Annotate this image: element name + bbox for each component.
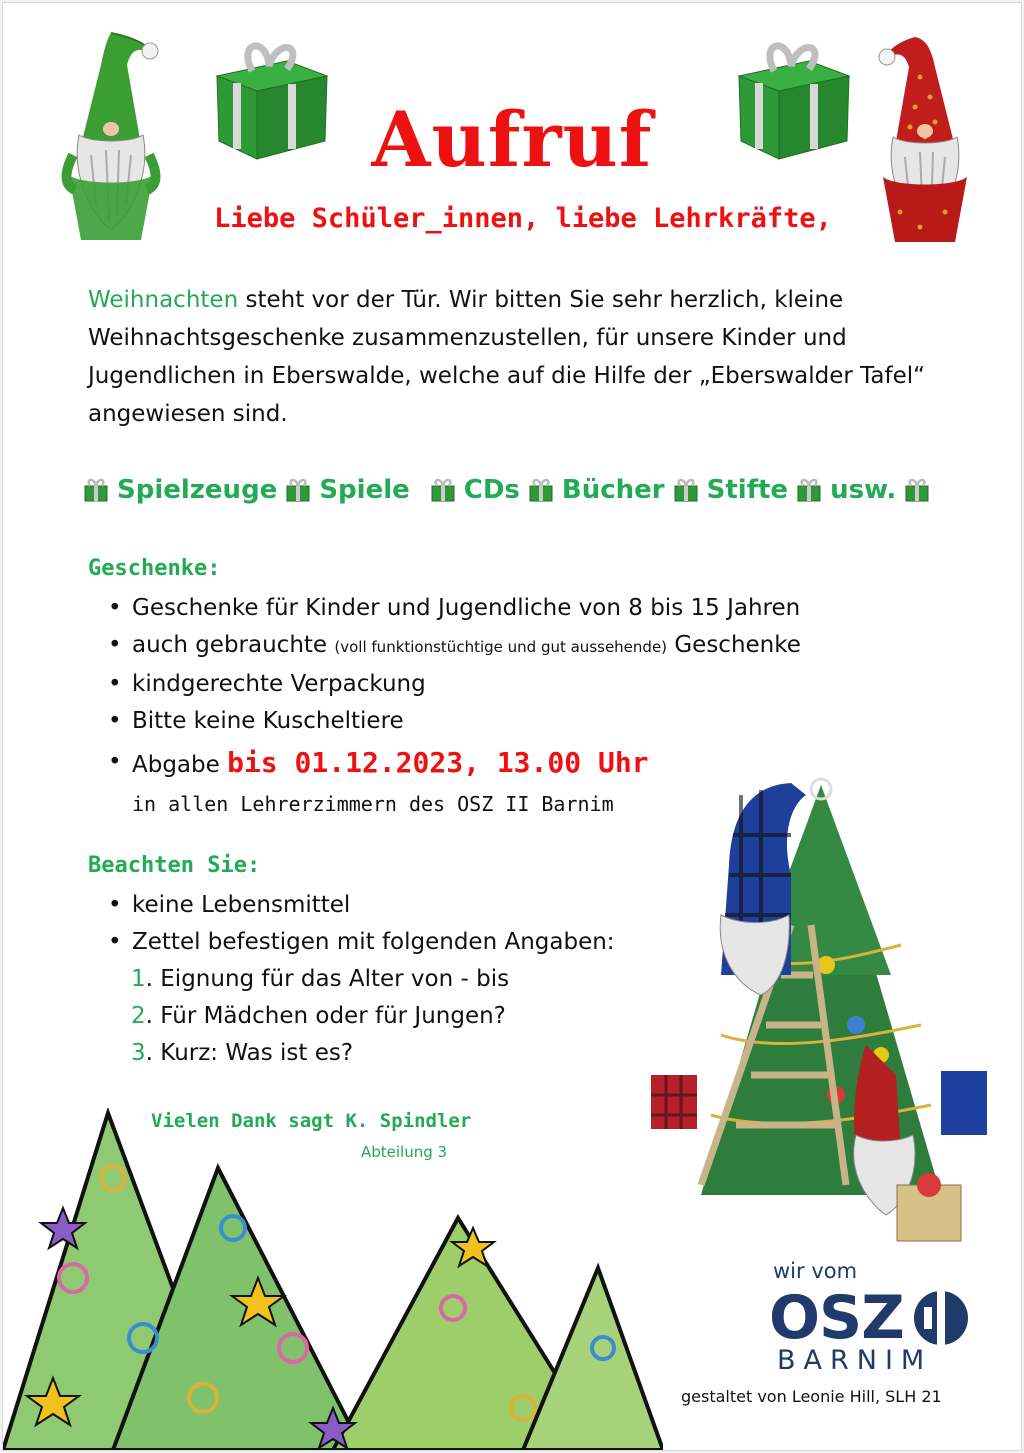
- used-prefix: auch gebrauchte: [132, 632, 328, 658]
- gift-idea-item: usw.: [830, 475, 897, 505]
- gift-icon: [430, 478, 456, 502]
- intro-text: steht vor der Tür. Wir bitten Sie sehr herzlich, kleine Weihnachtsgeschenke zusammenzustellen, für unsere Kinder und Jugendlichen in Eberswalde, welche auf die Hilfe der „Eberswalder Tafel“ angewiesen sind.: [88, 287, 926, 427]
- flyer-page: [3, 3, 1021, 1450]
- gift-icon: [528, 478, 554, 502]
- list-item: • Geschenke für Kinder und Jugendliche von 8 bis 15 Jahren: [108, 590, 968, 627]
- numbered-item: 2. Für Mädchen oder für Jungen?: [131, 1003, 506, 1029]
- delivery-location: in allen Lehrerzimmern des OSZ II Barnim: [132, 792, 614, 816]
- logo-bottom-text: BARNIM: [777, 1345, 933, 1376]
- list-item: • Bitte keine Kuscheltiere: [108, 703, 968, 740]
- osz-logo: [769, 1283, 972, 1353]
- list-item: [108, 627, 968, 666]
- osz-emblem-icon: [910, 1287, 972, 1349]
- numbered-item: 3. Kurz: Was ist es?: [131, 1040, 354, 1066]
- logo-top-text: wir vom: [773, 1259, 858, 1283]
- numbered-item: 1. Eignung für das Alter von - bis: [131, 966, 510, 992]
- used-note: (voll funktionstüchtige und gut aussehende): [334, 638, 668, 656]
- gift-icon: [796, 478, 822, 502]
- gift-icon: [83, 478, 109, 502]
- gift-ideas-line: [83, 475, 983, 505]
- gift-idea-item: Spiele: [319, 475, 410, 505]
- gift-icon: [285, 478, 311, 502]
- decorative-trees-icon: [3, 1108, 663, 1450]
- list-item: • keine Lebensmittel: [108, 887, 708, 924]
- numbered-list: [131, 961, 671, 1072]
- christmas-tree-scene-icon: [641, 775, 1001, 1255]
- geschenke-heading: Geschenke:: [88, 556, 221, 581]
- thanks-line: Vielen Dank sagt K. Spindler: [151, 1110, 472, 1132]
- delivery-label: Abgabe: [132, 752, 220, 778]
- beachten-list: [108, 887, 708, 961]
- beachten-heading: Beachten Sie:: [88, 853, 261, 878]
- list-item: • Zettel befestigen mit folgenden Angaben:: [108, 924, 708, 961]
- design-credit: gestaltet von Leonie Hill, SLH 21: [681, 1387, 942, 1406]
- delivery-deadline: bis 01.12.2023, 13.00 Uhr: [227, 746, 649, 779]
- intro-highlight: Weihnachten: [88, 287, 239, 313]
- department: Abteilung 3: [361, 1143, 448, 1161]
- used-suffix: Geschenke: [674, 632, 801, 658]
- logo-main-text: OSZ: [769, 1283, 904, 1353]
- geschenke-list: [108, 590, 968, 784]
- intro-paragraph: [88, 281, 948, 433]
- page-title: Aufruf: [371, 95, 653, 184]
- gift-idea-item: Bücher: [561, 475, 665, 505]
- gift-idea-item: Stifte: [706, 475, 789, 505]
- gift-idea-item: CDs: [463, 475, 520, 505]
- gift-icon: [673, 478, 699, 502]
- greeting: Liebe Schüler_innen, liebe Lehrkräfte,: [214, 203, 832, 234]
- list-item: • kindgerechte Verpackung: [108, 666, 968, 703]
- gift-idea-item: Spielzeuge: [117, 475, 278, 505]
- gift-icon: [904, 478, 930, 502]
